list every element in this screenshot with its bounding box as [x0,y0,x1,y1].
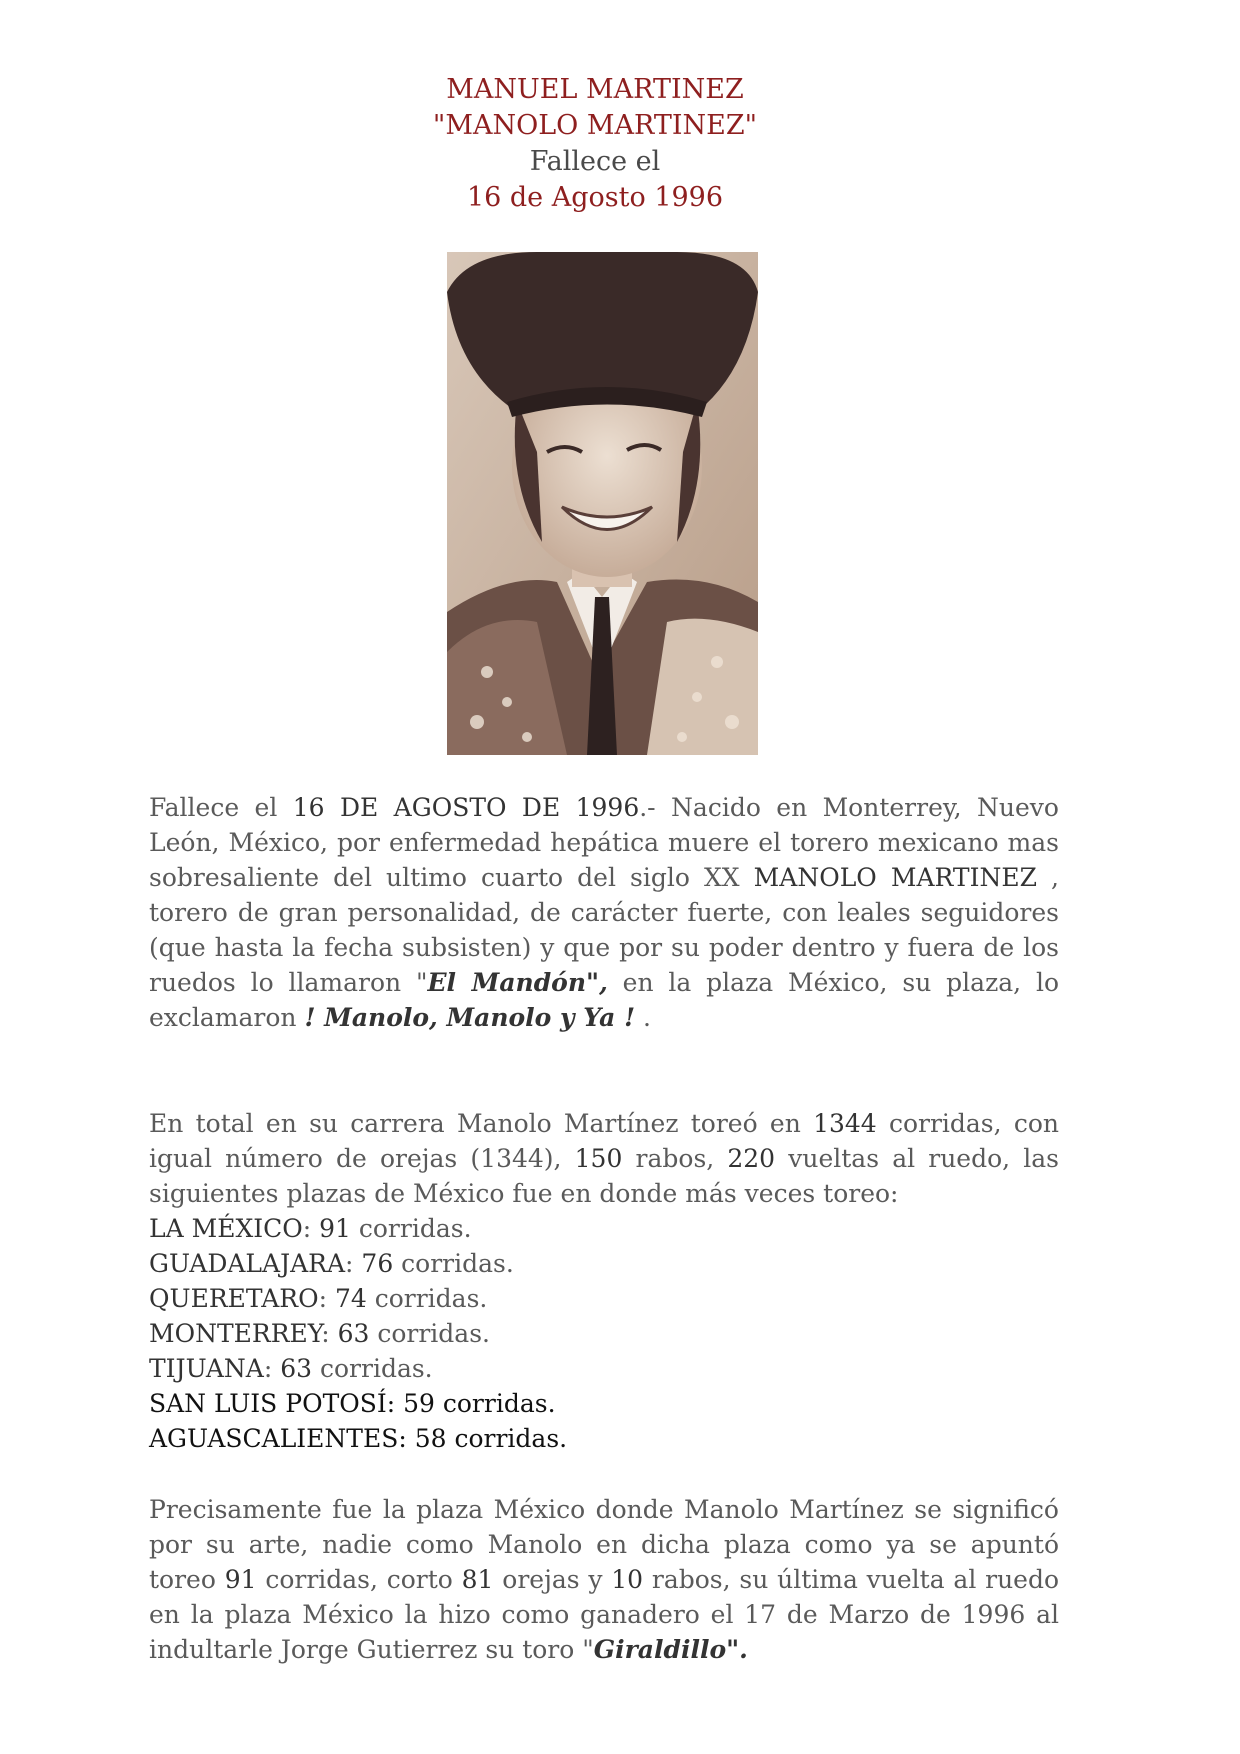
header-date: 16 de Agosto 1996 [466,182,724,213]
p1-text-5: . [635,1003,651,1032]
paragraph-2 [149,1106,1059,1211]
p2-text-3: rabos, [622,1144,728,1173]
header-fallece: Fallece el [529,146,661,177]
p3-rabos: 10 [611,1565,644,1594]
p2-rabos: 150 [574,1144,623,1173]
p1-text-1: Fallece el [149,793,293,822]
plaza-item: TIJUANA: 63 corridas. [149,1354,433,1383]
paragraph-3 [149,1492,1059,1667]
p3-text-1: Precisamente fue la plaza México donde Manolo Martínez se significó por su arte, nadie como Manolo en dicha plaza como ya se apuntó toreo [149,1495,1059,1594]
plaza-item: LA MÉXICO: 91 corridas. [149,1214,472,1243]
plaza-item: AGUASCALIENTES: 58 corridas. [149,1424,568,1453]
plaza-item: GUADALAJARA: 76 corridas. [149,1249,514,1278]
p1-grito: ! Manolo, Manolo y Ya ! [304,1003,636,1032]
p1-name: MANOLO MARTINEZ [753,863,1037,892]
header-nickname: "MANOLO MARTINEZ" [432,110,758,141]
p3-orejas: 81 [461,1565,494,1594]
p1-text-3: , torero de gran personalidad, de carácter fuerte, con leales seguidores (que hasta la fecha subsisten) y que por su poder dentro y fuera de los ruedos lo llamaron " [149,863,1059,997]
p3-corridas: 91 [224,1565,257,1594]
portrait-photo-icon [447,252,758,755]
p2-text-4: vueltas al ruedo, las siguientes plazas de México fue en donde más veces toreo: [149,1144,1059,1208]
header-name: MANUEL MARTINEZ [446,74,744,105]
paragraph-1 [149,790,1059,1035]
p3-text-3: orejas y [493,1565,612,1594]
p1-text-2: .- Nacido en Monterrey, Nuevo León, México, por enfermedad hepática muere el torero mexicano mas sobresaliente del ultimo cuarto del siglo XX [149,793,1059,892]
p3-text-2: corridas, corto [256,1565,462,1594]
p3-text-4: rabos, su última vuelta al ruedo en la plaza México la hizo como ganadero el 17 de Marzo de 1996 al indultarle Jorge Gutierrez su toro " [149,1565,1060,1664]
p1-apodo: El Mandón", [427,968,608,997]
p1-date: 16 DE AGOSTO DE 1996 [292,793,640,822]
plaza-item: QUERETARO: 74 corridas. [149,1284,488,1313]
p2-vueltas: 220 [727,1144,776,1173]
p1-text-4: en la plaza México, su plaza, lo exclamaron [149,968,1059,1032]
p2-corridas: 1344 [813,1109,877,1138]
plaza-item: SAN LUIS POTOSÍ: 59 corridas. [149,1389,556,1418]
header [0,72,1190,216]
plazas-list [149,1211,1059,1456]
p3-toro: Giraldillo". [593,1635,748,1664]
p2-text-1: En total en su carrera Manolo Martínez toreó en [149,1109,814,1138]
p2-text-2: corridas, con igual número de orejas (1344), [149,1109,1059,1173]
plaza-item: MONTERREY: 63 corridas. [149,1319,490,1348]
